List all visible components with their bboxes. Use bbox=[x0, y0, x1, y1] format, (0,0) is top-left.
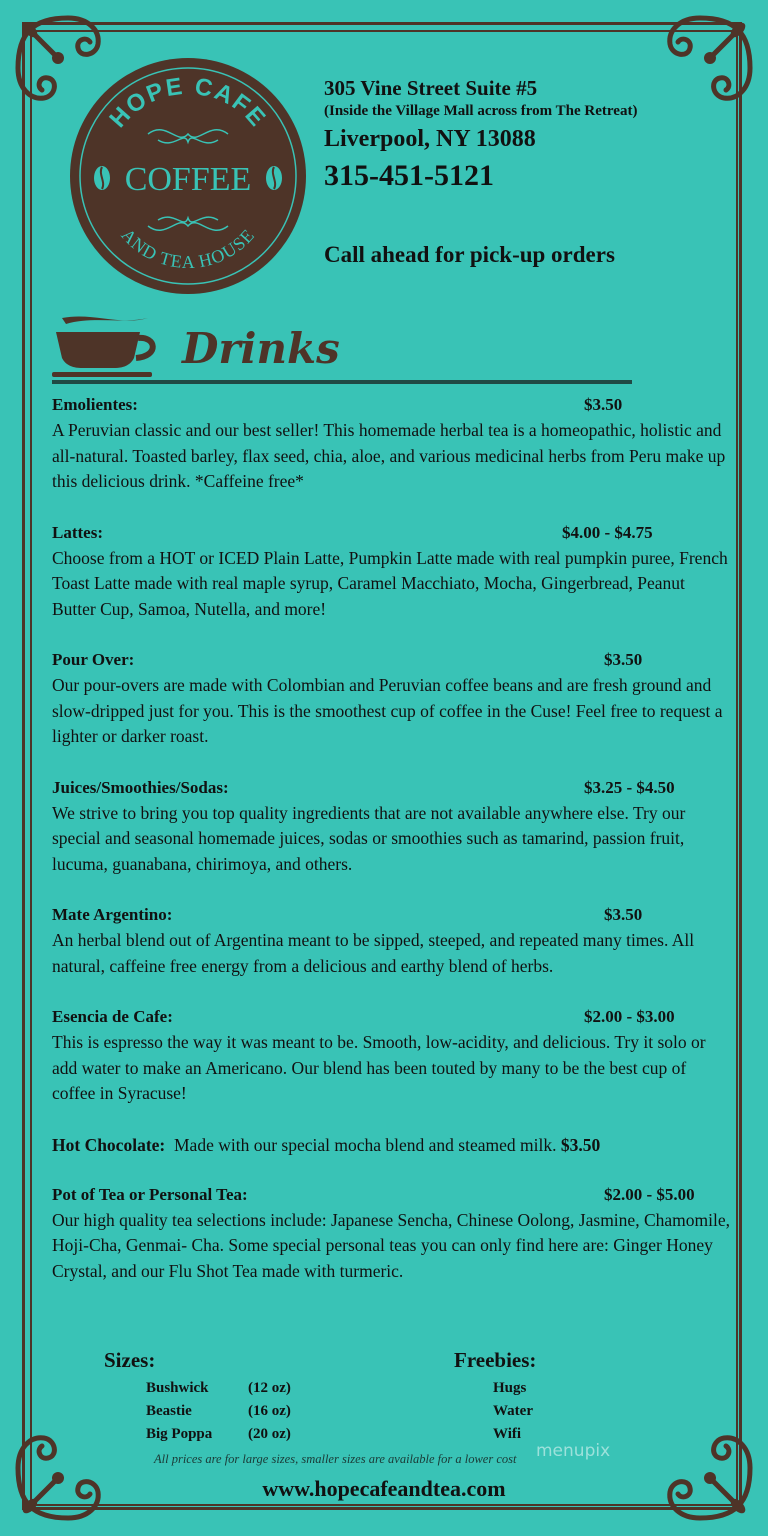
item-price: $3.50 bbox=[604, 905, 643, 924]
menu-item bbox=[52, 1182, 732, 1285]
menu-item bbox=[52, 392, 732, 495]
corner-ornament-icon bbox=[8, 1410, 126, 1528]
size-name: Big Poppa bbox=[146, 1426, 213, 1442]
item-description: We strive to bring you top quality ingredients that are not available anywhere else. Try our special and seasonal homemade juices, sodas or smoothies such as tamarind, passion fruit, lucuma, guanabana, chirimoya, and others. bbox=[52, 802, 686, 874]
menu-item bbox=[52, 1004, 732, 1107]
item-description: This is espresso the way it was meant to be. Smooth, low-acidity, and delicious. Try it solo or add water to make an Americano. Our blend has been touted by many to be the best cup of coffee in Syracuse! bbox=[52, 1032, 706, 1103]
freebie-item: Hugs bbox=[493, 1380, 527, 1396]
size-oz: (20 oz) bbox=[248, 1426, 291, 1442]
freebies-list bbox=[493, 1380, 533, 1449]
menu-item bbox=[52, 775, 732, 878]
website-url: www.hopecafeandtea.com bbox=[262, 1476, 506, 1501]
size-row bbox=[146, 1380, 346, 1403]
street-address: 305 Vine Street Suite #5 bbox=[324, 76, 538, 100]
item-price: $3.25 - $4.50 bbox=[584, 777, 675, 797]
size-row bbox=[146, 1403, 346, 1426]
item-price: $2.00 - $3.00 bbox=[584, 1007, 675, 1026]
section-divider bbox=[52, 380, 632, 384]
corner-ornament-icon bbox=[642, 1410, 760, 1528]
call-ahead-text: Call ahead for pick-up orders bbox=[324, 242, 615, 267]
item-name: Pot of Tea or Personal Tea: bbox=[52, 1184, 248, 1204]
phone-number: 315-451-5121 bbox=[324, 159, 494, 192]
logo-top-text: HOPE CAFE bbox=[104, 72, 272, 133]
item-description: A Peruvian classic and our best seller! This homemade herbal tea is a homeopathic, holistic and all-natural. Toasted barley, flax seed, chia, aloe, and various medicinal herbs from Peru make up this delicious drink. *Caffeine free* bbox=[52, 420, 726, 491]
watermark: menupix bbox=[536, 1441, 611, 1461]
size-oz: (12 oz) bbox=[248, 1380, 291, 1396]
item-name: Hot Chocolate: bbox=[52, 1134, 166, 1155]
freebie-item: Wifi bbox=[493, 1426, 522, 1442]
location-note: (Inside the Village Mall across from The Retreat) bbox=[324, 103, 638, 119]
cafe-logo bbox=[66, 54, 310, 298]
item-price: $4.00 - $4.75 bbox=[562, 522, 653, 542]
coffee-cup-icon bbox=[52, 312, 164, 378]
item-name: Emolientes: bbox=[52, 395, 138, 414]
item-name: Esencia de Cafe: bbox=[52, 1007, 173, 1026]
logo-bottom-text: AND TEA HOUSE bbox=[117, 224, 259, 273]
item-name: Mate Argentino: bbox=[52, 905, 173, 924]
item-price: $3.50 bbox=[604, 650, 643, 669]
sizes-list bbox=[146, 1380, 346, 1449]
item-description: Made with our special mocha blend and steamed milk. bbox=[174, 1134, 557, 1155]
item-description: An herbal blend out of Argentina meant to be sipped, steeped, and repeated many times. All natural, caffeine free energy from a delicious and earthy blend of herbs. bbox=[52, 930, 695, 976]
city-state-zip: Liverpool, NY 13088 bbox=[324, 126, 536, 152]
size-name: Beastie bbox=[146, 1403, 192, 1419]
freebies-title: Freebies: bbox=[454, 1348, 537, 1372]
drinks-list bbox=[52, 392, 732, 1309]
item-description: Our high quality tea selections include: Japanese Sencha, Chinese Oolong, Jasmine, Chamomile, Hoji-Cha, Genmai- Cha. Some special personal teas you can only find here are: Ginger Honey Crystal, and our Flu Shot Tea made with turmeric. bbox=[52, 1209, 730, 1281]
size-name: Bushwick bbox=[146, 1380, 209, 1396]
item-description: Our pour-overs are made with Colombian and Peruvian coffee beans and are fresh ground and slow-dripped just for you. This is the smoothest cup of coffee in the Cuse! Feel free to request a lighter or darker roast. bbox=[52, 675, 723, 746]
price-note: All prices are for large sizes, smaller sizes are available for a lower cost bbox=[154, 1452, 517, 1466]
menu-item bbox=[52, 902, 732, 979]
menu-item bbox=[52, 520, 732, 623]
item-description: Choose from a HOT or ICED Plain Latte, Pumpkin Latte made with real pumpkin puree, French Toast Latte made with real maple syrup, Caramel Macchiato, Mocha, Gingerbread, Peanut Butter Cup, Samoa, Nutella, and more! bbox=[52, 547, 728, 619]
section-title: Drinks bbox=[182, 324, 340, 373]
coffee-bean-icon bbox=[94, 166, 110, 190]
drinks-section-header bbox=[52, 312, 637, 388]
address-block bbox=[324, 76, 744, 193]
item-price: $3.50 bbox=[560, 1134, 601, 1155]
item-name: Juices/Smoothies/Sodas: bbox=[52, 777, 229, 797]
sizes-title: Sizes: bbox=[104, 1348, 156, 1372]
size-row bbox=[146, 1426, 346, 1449]
coffee-bean-icon bbox=[266, 166, 282, 190]
menu-item-hot-chocolate bbox=[52, 1132, 732, 1158]
item-name: Pour Over: bbox=[52, 650, 135, 669]
item-price: $3.50 bbox=[584, 395, 623, 414]
item-price: $2.00 - $5.00 bbox=[604, 1184, 695, 1204]
item-name: Lattes: bbox=[52, 522, 103, 542]
freebie-item: Water bbox=[493, 1403, 533, 1419]
size-oz: (16 oz) bbox=[248, 1403, 291, 1419]
logo-center-text: COFFEE bbox=[124, 161, 252, 198]
menu-item bbox=[52, 647, 732, 750]
